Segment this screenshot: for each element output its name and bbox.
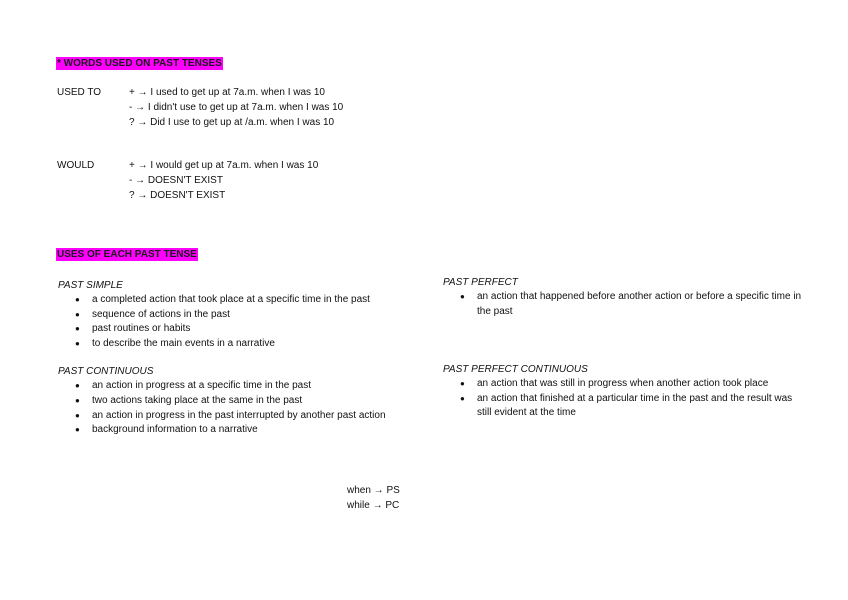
list-item: ● to describe the main events in a narrative bbox=[92, 337, 418, 352]
past-continuous-block bbox=[58, 365, 418, 437]
list-item: ● an action that finished at a particular time in the past and the result was still evident at the time bbox=[477, 392, 803, 421]
past-perfect-continuous-block bbox=[443, 363, 803, 421]
past-perfect-list bbox=[443, 290, 803, 319]
list-item: ● sequence of actions in the past bbox=[92, 308, 418, 323]
list-item: ● an action that happened before another action or before a specific time in the past bbox=[477, 290, 803, 319]
past-continuous-title: PAST CONTINUOUS bbox=[58, 366, 154, 378]
past-simple-title: PAST SIMPLE bbox=[58, 280, 123, 291]
past-perfect-continuous-title: PAST PERFECT CONTINUOUS bbox=[443, 364, 588, 376]
would-negative: - → DOESN'T EXIST bbox=[129, 174, 223, 186]
past-continuous-list bbox=[58, 379, 418, 437]
section-heading-words-used: * WORDS USED ON PAST TENSES bbox=[57, 58, 222, 69]
list-item: ● two actions taking place at the same in the past bbox=[92, 394, 418, 409]
term-would: WOULD bbox=[57, 160, 95, 171]
term-used-to: USED TO bbox=[57, 87, 102, 98]
note-when: when → PS bbox=[347, 485, 400, 496]
left-column bbox=[58, 279, 418, 452]
used-to-examples bbox=[129, 86, 343, 130]
list-item: ● an action in progress in the past interrupted by another past action bbox=[92, 409, 418, 424]
used-to-negative: - → I didn't use to get up at 7a.m. when I was 10 bbox=[129, 101, 344, 113]
section-heading-uses: USES OF EACH PAST TENSE bbox=[57, 249, 197, 260]
right-column bbox=[443, 276, 803, 421]
past-perfect-continuous-list bbox=[443, 377, 803, 421]
list-item: ● past routines or habits bbox=[92, 322, 418, 337]
past-simple-block bbox=[58, 279, 418, 351]
note-while: while → PC bbox=[347, 499, 400, 511]
used-to-question: ? → Did I use to get up at /a.m. when I was 10 bbox=[129, 116, 335, 128]
past-perfect-title: PAST PERFECT bbox=[443, 277, 518, 288]
would-examples bbox=[129, 159, 318, 203]
used-to-affirmative: + → I used to get up at 7a.m. when I was 10 bbox=[129, 87, 325, 98]
past-perfect-block bbox=[443, 276, 803, 319]
list-item: ● background information to a narrative bbox=[92, 423, 418, 438]
past-simple-list bbox=[58, 293, 418, 351]
list-item: ● an action that was still in progress when another action took place bbox=[477, 377, 803, 392]
list-item: ● an action in progress at a specific time in the past bbox=[92, 379, 418, 394]
would-question: ? → DOESN'T EXIST bbox=[129, 189, 226, 201]
would-affirmative: + → I would get up at 7a.m. when I was 10 bbox=[129, 160, 319, 171]
time-connector-notes bbox=[347, 484, 400, 514]
list-item: ● a completed action that took place at a specific time in the past bbox=[92, 293, 418, 308]
